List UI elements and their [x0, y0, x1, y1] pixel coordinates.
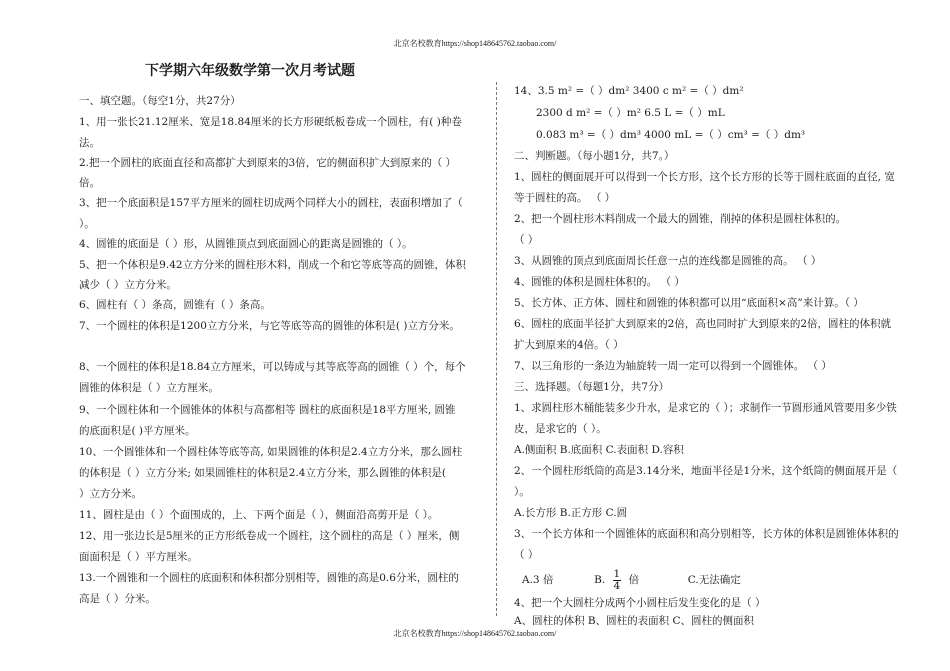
section-heading: 三、选择题。（每题1分，共7分） — [514, 381, 670, 393]
question-line: 6、圆柱有（ ）条高，圆锥有（ ）条高。 — [79, 299, 271, 311]
page-header: 北京名校教育https://shop148645762.taobao.com/ — [393, 39, 557, 48]
question-line: 10、一个圆锥体和一个圆柱体等底等高, 如果圆锥的体积是2.4立方分米，那么圆柱 — [79, 446, 463, 458]
question-line: 1、圆柱的侧面展开可以得到一个长方形，这个长方形的长等于圆柱底面的直径, 宽 — [514, 171, 895, 183]
fraction-numerator: 1 — [613, 567, 621, 580]
answer-options: A、圆柱的体积 B、圆柱的表面积 C、圆柱的侧面积 — [514, 615, 755, 627]
option-b-prefix: B. — [594, 574, 606, 586]
question-line: 倍。 — [79, 177, 100, 189]
question-line: 2300 d m² =（ ）m² 6.5 L =（ ）mL — [536, 107, 725, 119]
question-line: 面面积是（ ）平方厘米。 — [79, 551, 198, 563]
question-line: 减少（ ）立方分米。 — [79, 279, 177, 291]
question-line: 0.083 m³ =（ ）dm³ 4000 mL =（ ）cm³ =（ ）dm³ — [536, 129, 806, 141]
question-line: 3、把一个底面积是157平方厘米的圆柱切成两个同样大小的圆柱，表面积增加了（ — [79, 197, 463, 209]
option-b-suffix: 倍 — [628, 574, 640, 586]
question-line: 法。 — [79, 137, 100, 149]
question-line: 4、圆锥的底面是（ ）形，从圆锥顶点到底面圆心的距离是圆锥的（ ）。 — [79, 238, 413, 250]
question-line: 5、长方体、正方体、圆柱和圆锥的体积都可以用“底面积×高”来计算。（ ） — [514, 297, 864, 309]
answer-options: A.长方形 B.正方形 C.圆 — [514, 507, 628, 519]
question-line: 4、把一个大圆柱分成两个小圆柱后发生变化的是（ ） — [514, 597, 766, 609]
question-line: 8、一个圆柱的体积是18.84立方厘米，可以铸成与其等底等高的圆锥（ ）个，每个 — [79, 361, 466, 373]
question-line: 高是（ ）分米。 — [79, 593, 156, 605]
question-line: 4、圆锥的体积是圆柱体积的。 （ ） — [514, 276, 685, 288]
question-line: （ ） — [514, 549, 539, 561]
page-title: 下学期六年级数学第一次月考试题 — [145, 63, 355, 79]
question-line: 1、求圆柱形木桶能装多少升水，是求它的（ ）；求制作一节圆形通风管要用多少铁 — [514, 402, 897, 414]
section-heading: 二、判断题。（每小题1分，共7。） — [514, 150, 675, 162]
question-line: 扩大到原来的4倍。（ ） — [514, 339, 624, 351]
question-line: 14、3.5 m² =（ ）dm² 3400 c m² =（ ）dm² — [514, 85, 744, 97]
question-line: （ ） — [514, 234, 539, 246]
question-line: 1、用一张长21.12厘米、宽是18.84厘米的长方形硬纸板卷成一个圆柱，有( )种卷 — [79, 116, 462, 128]
question-line: 皮，是求它的（ ）。 — [514, 423, 607, 435]
page-footer: 北京名校教育https://shop148645762.taobao.com/ — [393, 629, 557, 638]
question-line: 等于圆柱的高。 （ ） — [514, 192, 616, 204]
column-divider — [496, 82, 497, 616]
question-line: 的底面积是( )平方厘米。 — [79, 425, 196, 437]
option-a: A.3 倍 — [522, 574, 554, 586]
question-line: 9、一个圆柱体和一个圆锥体的体积与高都相等 圆柱的底面积是18平方厘米, 圆锥 — [79, 404, 456, 416]
question-line: 7、以三角形的一条边为轴旋转一周一定可以得到一个圆锥体。 （ ） — [514, 360, 832, 372]
question-line: 6、圆柱的底面半径扩大到原来的2倍，高也同时扩大到原来的2倍，圆柱的体积就 — [514, 318, 892, 330]
question-line: 3、从圆锥的顶点到底面周长任意一点的连线都是圆锥的高。 （ ） — [514, 255, 822, 267]
question-line: ）。 — [514, 486, 530, 498]
question-line: 11、圆柱是由（ ）个面围成的，上、下两个面是（ ），侧面沿高剪开是（ ）。 — [79, 509, 439, 521]
question-line: 2、把一个圆柱形木料削成一个最大的圆锥，削掉的体积是圆柱体积的。 — [514, 213, 847, 225]
question-line: 5、把一个体积是9.42立方分米的圆柱形木料，削成一个和它等底等高的圆锥，体积 — [79, 259, 467, 271]
question-line: ）。 — [79, 218, 95, 230]
question-line: 13.一个圆锥和一个圆柱的底面积和体积都分别相等，圆锥的高是0.6分米，圆柱的 — [79, 572, 459, 584]
option-c: C.无法确定 — [687, 574, 741, 586]
section-heading: 一、填空题。（每空1分，共27分） — [79, 95, 241, 107]
question-line: 12、用一张边长是5厘米的正方形纸卷成一个圆柱，这个圆柱的高是（ ）厘米，侧 — [79, 530, 460, 542]
fraction-denominator: 4 — [613, 579, 621, 592]
fraction-one-quarter — [613, 569, 622, 592]
question-line: 2、一个圆柱形纸筒的高是3.14分米，地面半径是1分米，这个纸筒的侧面展开是（ — [514, 465, 898, 477]
question-line: 的体积是（ ）立方分米; 如果圆锥柱的体积是2.4立方分米，那么圆锥的体积是( — [79, 467, 447, 479]
question-line: 7、一个圆柱的体积是1200立方分米，与它等底等高的圆锥的体积是( )立方分米。 — [79, 320, 460, 332]
question-line: 圆锥的体积是（ ）立方厘米。 — [79, 382, 219, 394]
question-line: 3、一个长方体和一个圆锥体的底面积和高分别相等，长方体的体积是圆锥体体积的 — [514, 528, 899, 540]
question-line: 2.把一个圆柱的底面直径和高都扩大到原来的3倍，它的侧面积扩大到原来的（ ） — [79, 157, 457, 169]
answer-options: A.侧面积 B.底面积 C.表面积 D.容积 — [514, 444, 684, 456]
fraction-answer-options — [522, 568, 741, 592]
question-line: ）立方分米。 — [79, 488, 142, 500]
